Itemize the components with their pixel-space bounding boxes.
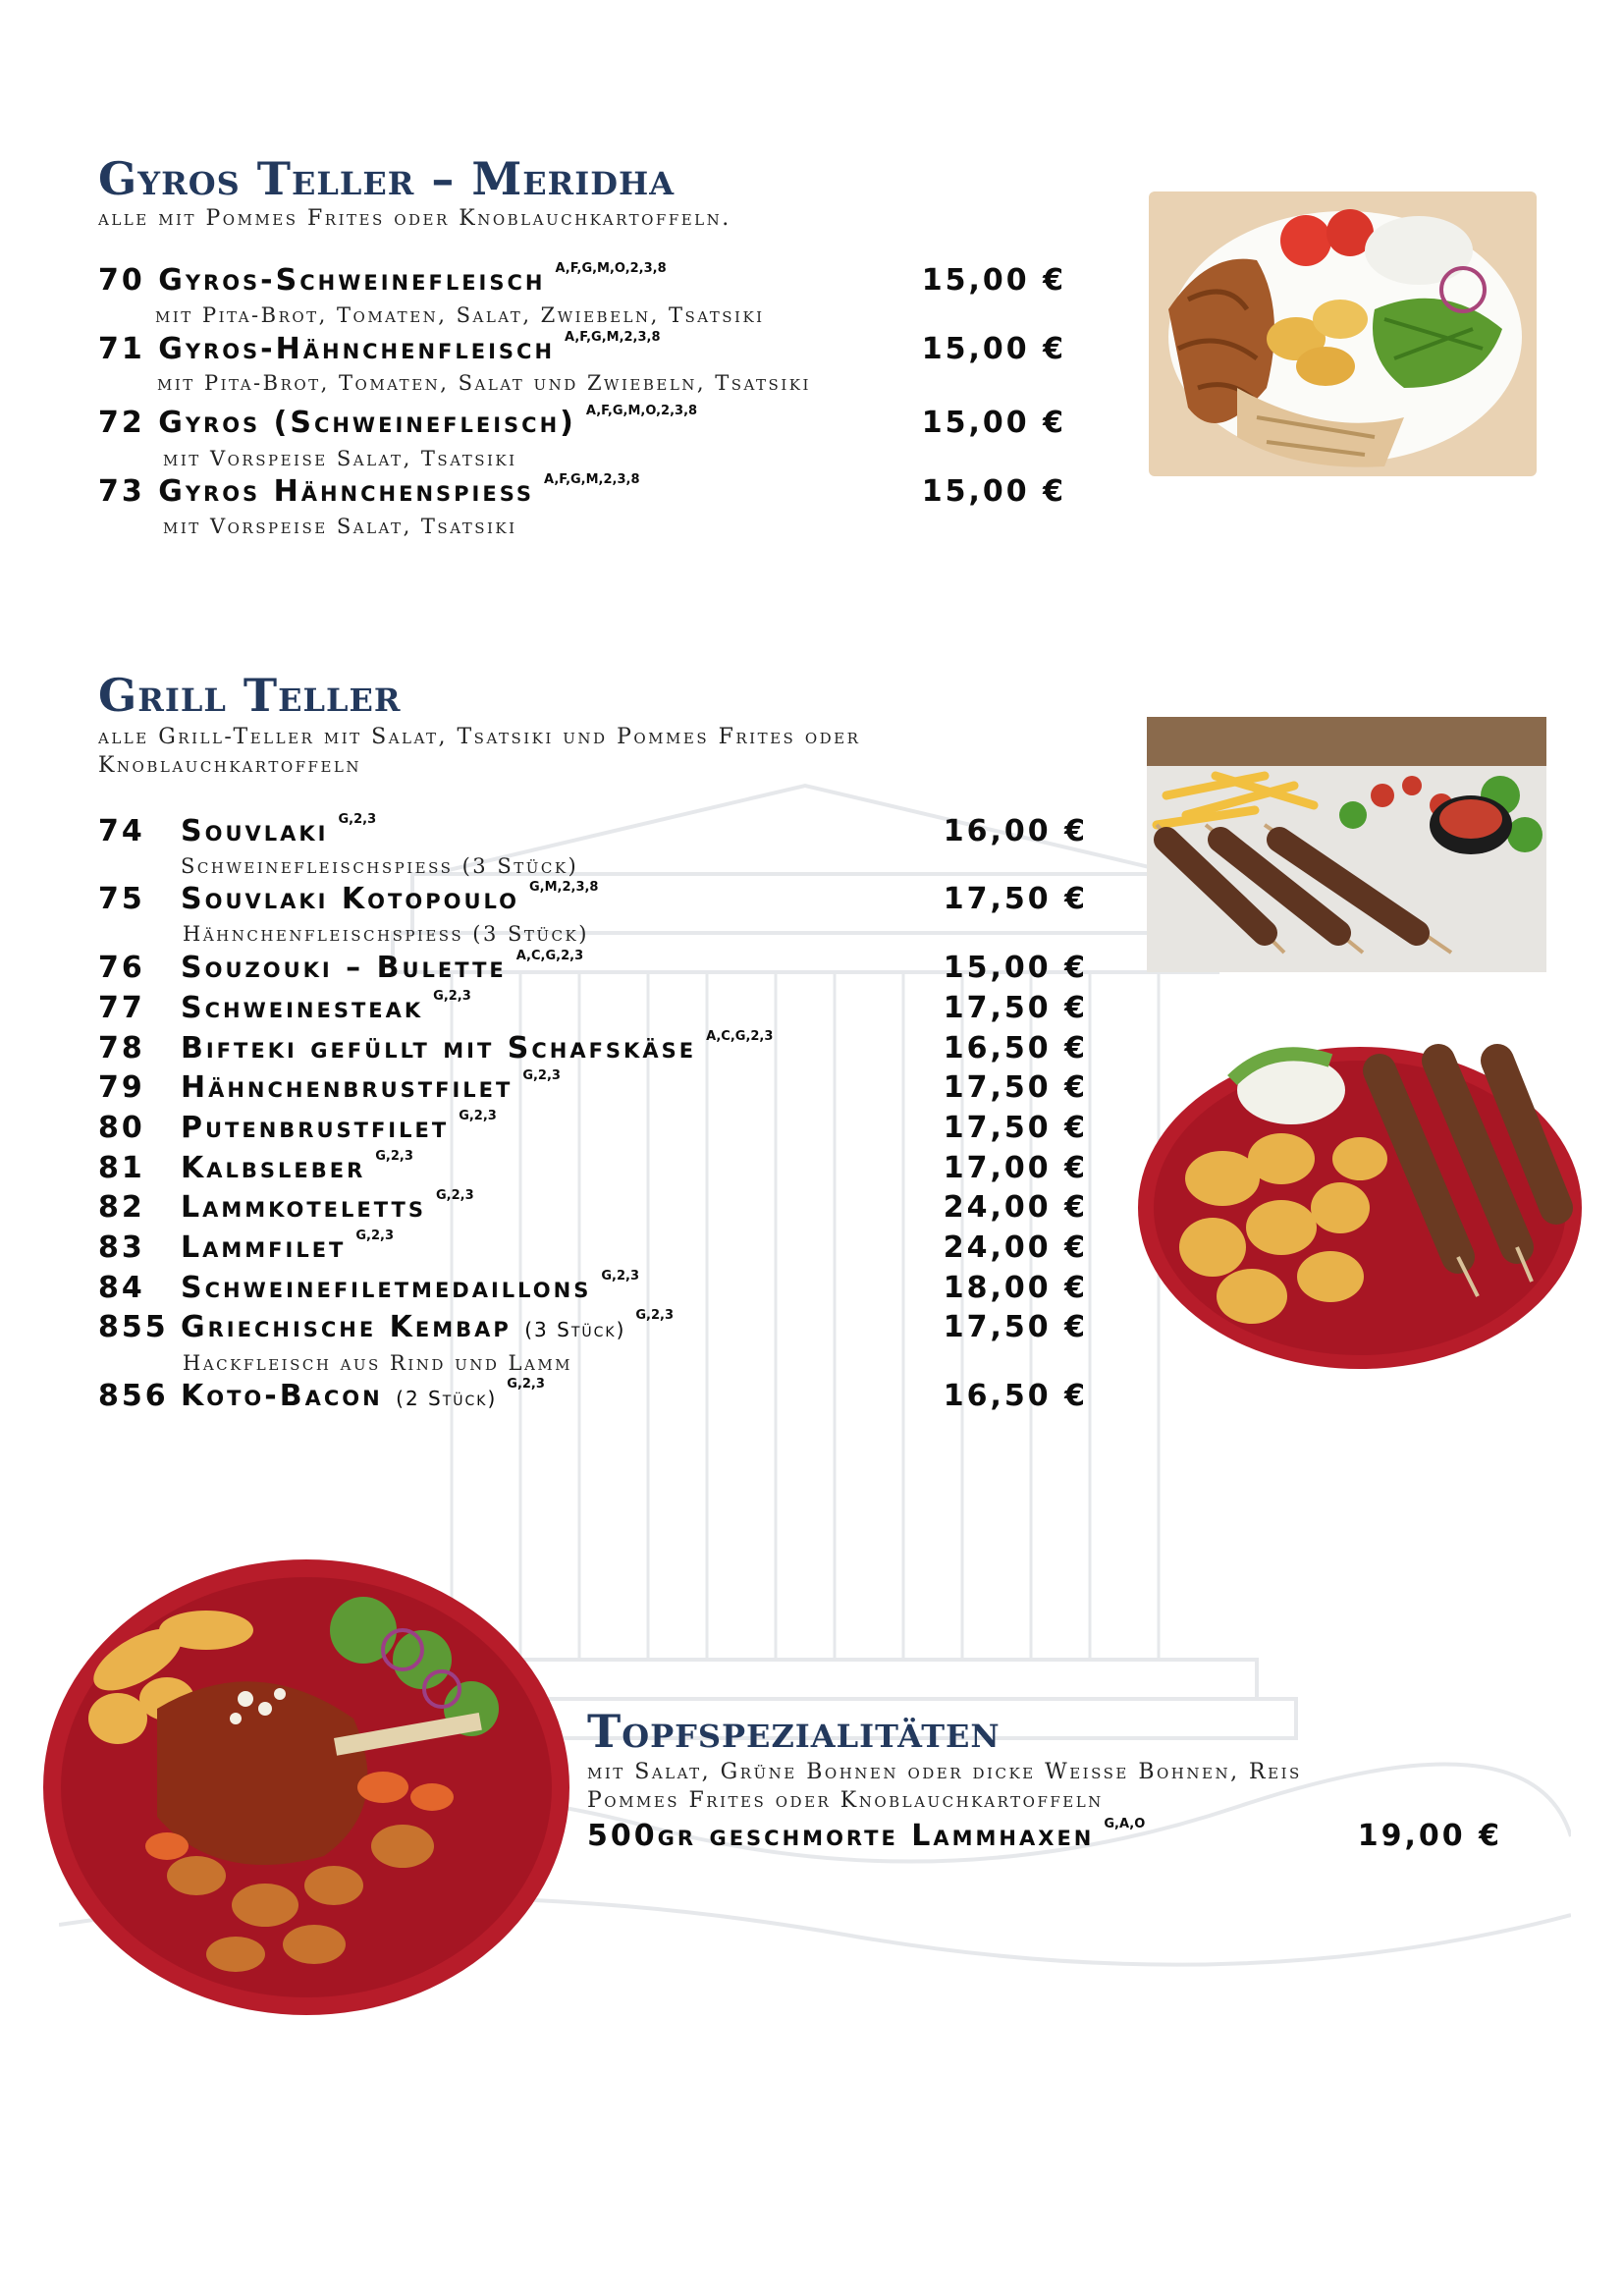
desc-73: mit Vorspeise Salat, Tsatsiki xyxy=(163,515,517,538)
menu-item-77: 77 Schweinesteak $^{G,2,3}$ xyxy=(98,989,471,1025)
price-72: 15,00 € xyxy=(921,406,1066,440)
menu-item-72: 72 Gyros (Schweinefleisch) $^{A,F,G,M,O,2,3,8}$ xyxy=(98,404,698,440)
kebap-plate-photo xyxy=(1134,1021,1586,1385)
price-73: 15,00 € xyxy=(921,474,1066,509)
menu-item-855: 855 Griechische Kembap (3 Stück)$^{G,2,3}$ xyxy=(98,1308,675,1344)
price-75: 17,50 € xyxy=(943,882,1088,916)
price-76: 15,00 € xyxy=(943,951,1088,985)
desc-72: mit Vorspeise Salat, Tsatsiki xyxy=(163,447,517,470)
menu-item-71: 71 Gyros-Hähnchenfleisch $^{A,F,G,M,2,3,8}$ xyxy=(98,330,661,366)
menu-item-70: 70 Gyros-Schweinefleisch $^{A,F,G,M,O,2,3,8}$ xyxy=(98,261,667,298)
grill-section-subtitle: alle Grill-Teller mit Salat, Tsatsiki und Pommes Frites oder Knoblauchkartoffeln xyxy=(98,725,861,778)
grill-section-title: Grill Teller xyxy=(98,669,402,722)
desc-75: Hähnchenfleischspiess (3 Stück) xyxy=(183,922,589,946)
menu-item-82: 82 Lammkoteletts $^{G,2,3}$ xyxy=(98,1188,474,1225)
menu-item-81: 81 Kalbsleber $^{G,2,3}$ xyxy=(98,1149,413,1185)
gyros-section-subtitle: alle mit Pommes Frites oder Knoblauchkartoffeln. xyxy=(98,206,731,231)
lammhaxen-plate-photo xyxy=(39,1552,574,2018)
price-856: 16,50 € xyxy=(943,1379,1088,1413)
topf-section-subtitle: mit Salat, Grüne Bohnen oder dicke Weisse Bohnen, Reis Pommes Frites oder Knoblauchkartoffeln xyxy=(587,1760,1302,1813)
desc-70: mit Pita-Brot, Tomaten, Salat, Zwiebeln, Tsatsiki xyxy=(155,303,765,327)
price-77: 17,50 € xyxy=(943,991,1088,1025)
menu-item-76: 76 Souzouki – Bulette $^{A,C,G,2,3}$ xyxy=(98,949,584,985)
desc-71: mit Pita-Brot, Tomaten, Salat und Zwiebeln, Tsatsiki xyxy=(157,371,811,395)
price-855: 17,50 € xyxy=(943,1310,1088,1344)
gyros-section-title: Gyros Teller – Meridha xyxy=(98,152,676,205)
desc-855: Hackfleisch aus Rind und Lamm xyxy=(183,1351,573,1375)
price-79: 17,50 € xyxy=(943,1070,1088,1105)
menu-item-75: 75 Souvlaki Kotopoulo $^{G,M,2,3,8}$ xyxy=(98,880,599,916)
topf-section-title: Topfspezialitäten xyxy=(587,1705,1001,1758)
price-80: 17,50 € xyxy=(943,1111,1088,1145)
menu-item-80: 80 Putenbrustfilet $^{G,2,3}$ xyxy=(98,1109,497,1145)
menu-item-lammhaxen: 500gr geschmorte Lammhaxen $^{G,A,O}$ xyxy=(587,1817,1146,1853)
price-70: 15,00 € xyxy=(921,263,1066,298)
price-71: 15,00 € xyxy=(921,332,1066,366)
menu-item-79: 79 Hähnchenbrustfilet $^{G,2,3}$ xyxy=(98,1068,561,1105)
desc-74: Schweinefleischspiess (3 Stück) xyxy=(181,854,579,878)
price-81: 17,00 € xyxy=(943,1151,1088,1185)
price-82: 24,00 € xyxy=(943,1190,1088,1225)
menu-item-84: 84 Schweinefiletmedaillons $^{G,2,3}$ xyxy=(98,1269,639,1305)
menu-item-74: 74 Souvlaki $^{G,2,3}$ xyxy=(98,812,377,848)
souvlaki-plate-photo xyxy=(1147,717,1546,972)
gyros-plate-photo xyxy=(1149,191,1537,476)
price-lammhaxen: 19,00 € xyxy=(1357,1819,1502,1853)
menu-item-83: 83 Lammfilet $^{G,2,3}$ xyxy=(98,1229,395,1265)
price-83: 24,00 € xyxy=(943,1230,1088,1265)
menu-item-73: 73 Gyros Hähnchenspiess $^{A,F,G,M,2,3,8}$ xyxy=(98,472,640,509)
menu-item-78: 78 Bifteki gefüllt mit Schafskäse $^{A,C,G,2,3}$ xyxy=(98,1029,774,1065)
menu-item-856: 856 Koto-Bacon (2 Stück)$^{G,2,3}$ xyxy=(98,1377,545,1413)
price-78: 16,50 € xyxy=(943,1031,1088,1065)
price-74: 16,00 € xyxy=(943,814,1088,848)
price-84: 18,00 € xyxy=(943,1271,1088,1305)
